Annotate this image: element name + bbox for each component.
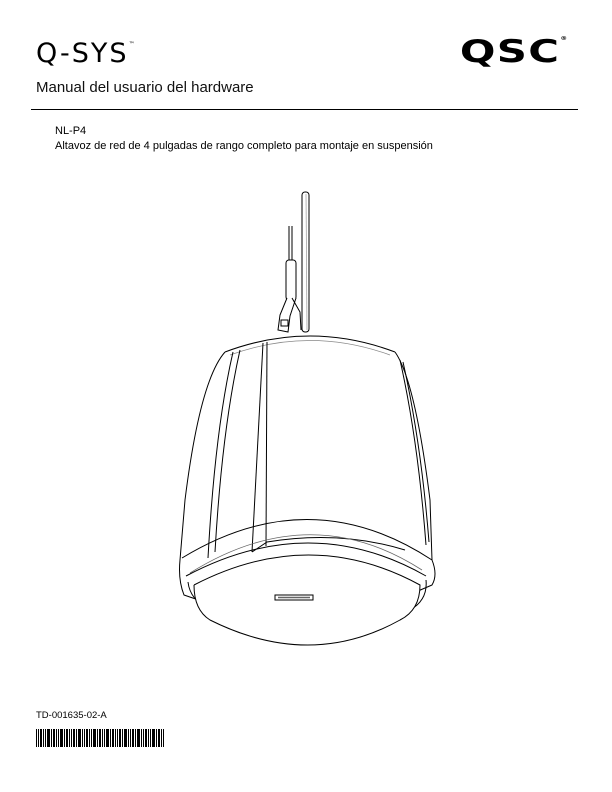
qsys-logo-text: Q-SYS xyxy=(36,38,129,69)
registered-symbol: ® xyxy=(559,36,568,42)
document-type-title: Manual del usuario del hardware xyxy=(36,79,254,96)
pendant-speaker-illustration xyxy=(170,180,450,680)
trademark-symbol: ™ xyxy=(128,41,135,48)
product-description: Altavoz de red de 4 pulgadas de rango completo para montaje en suspensión xyxy=(55,140,433,152)
document-id: TD-001635-02-A xyxy=(36,710,107,721)
qsys-logo xyxy=(36,40,135,67)
header-divider xyxy=(31,109,578,110)
qsc-logo-text: QSC xyxy=(459,34,560,70)
qsc-logo xyxy=(459,34,568,70)
model-number: NL-P4 xyxy=(55,125,87,137)
barcode xyxy=(36,729,164,747)
